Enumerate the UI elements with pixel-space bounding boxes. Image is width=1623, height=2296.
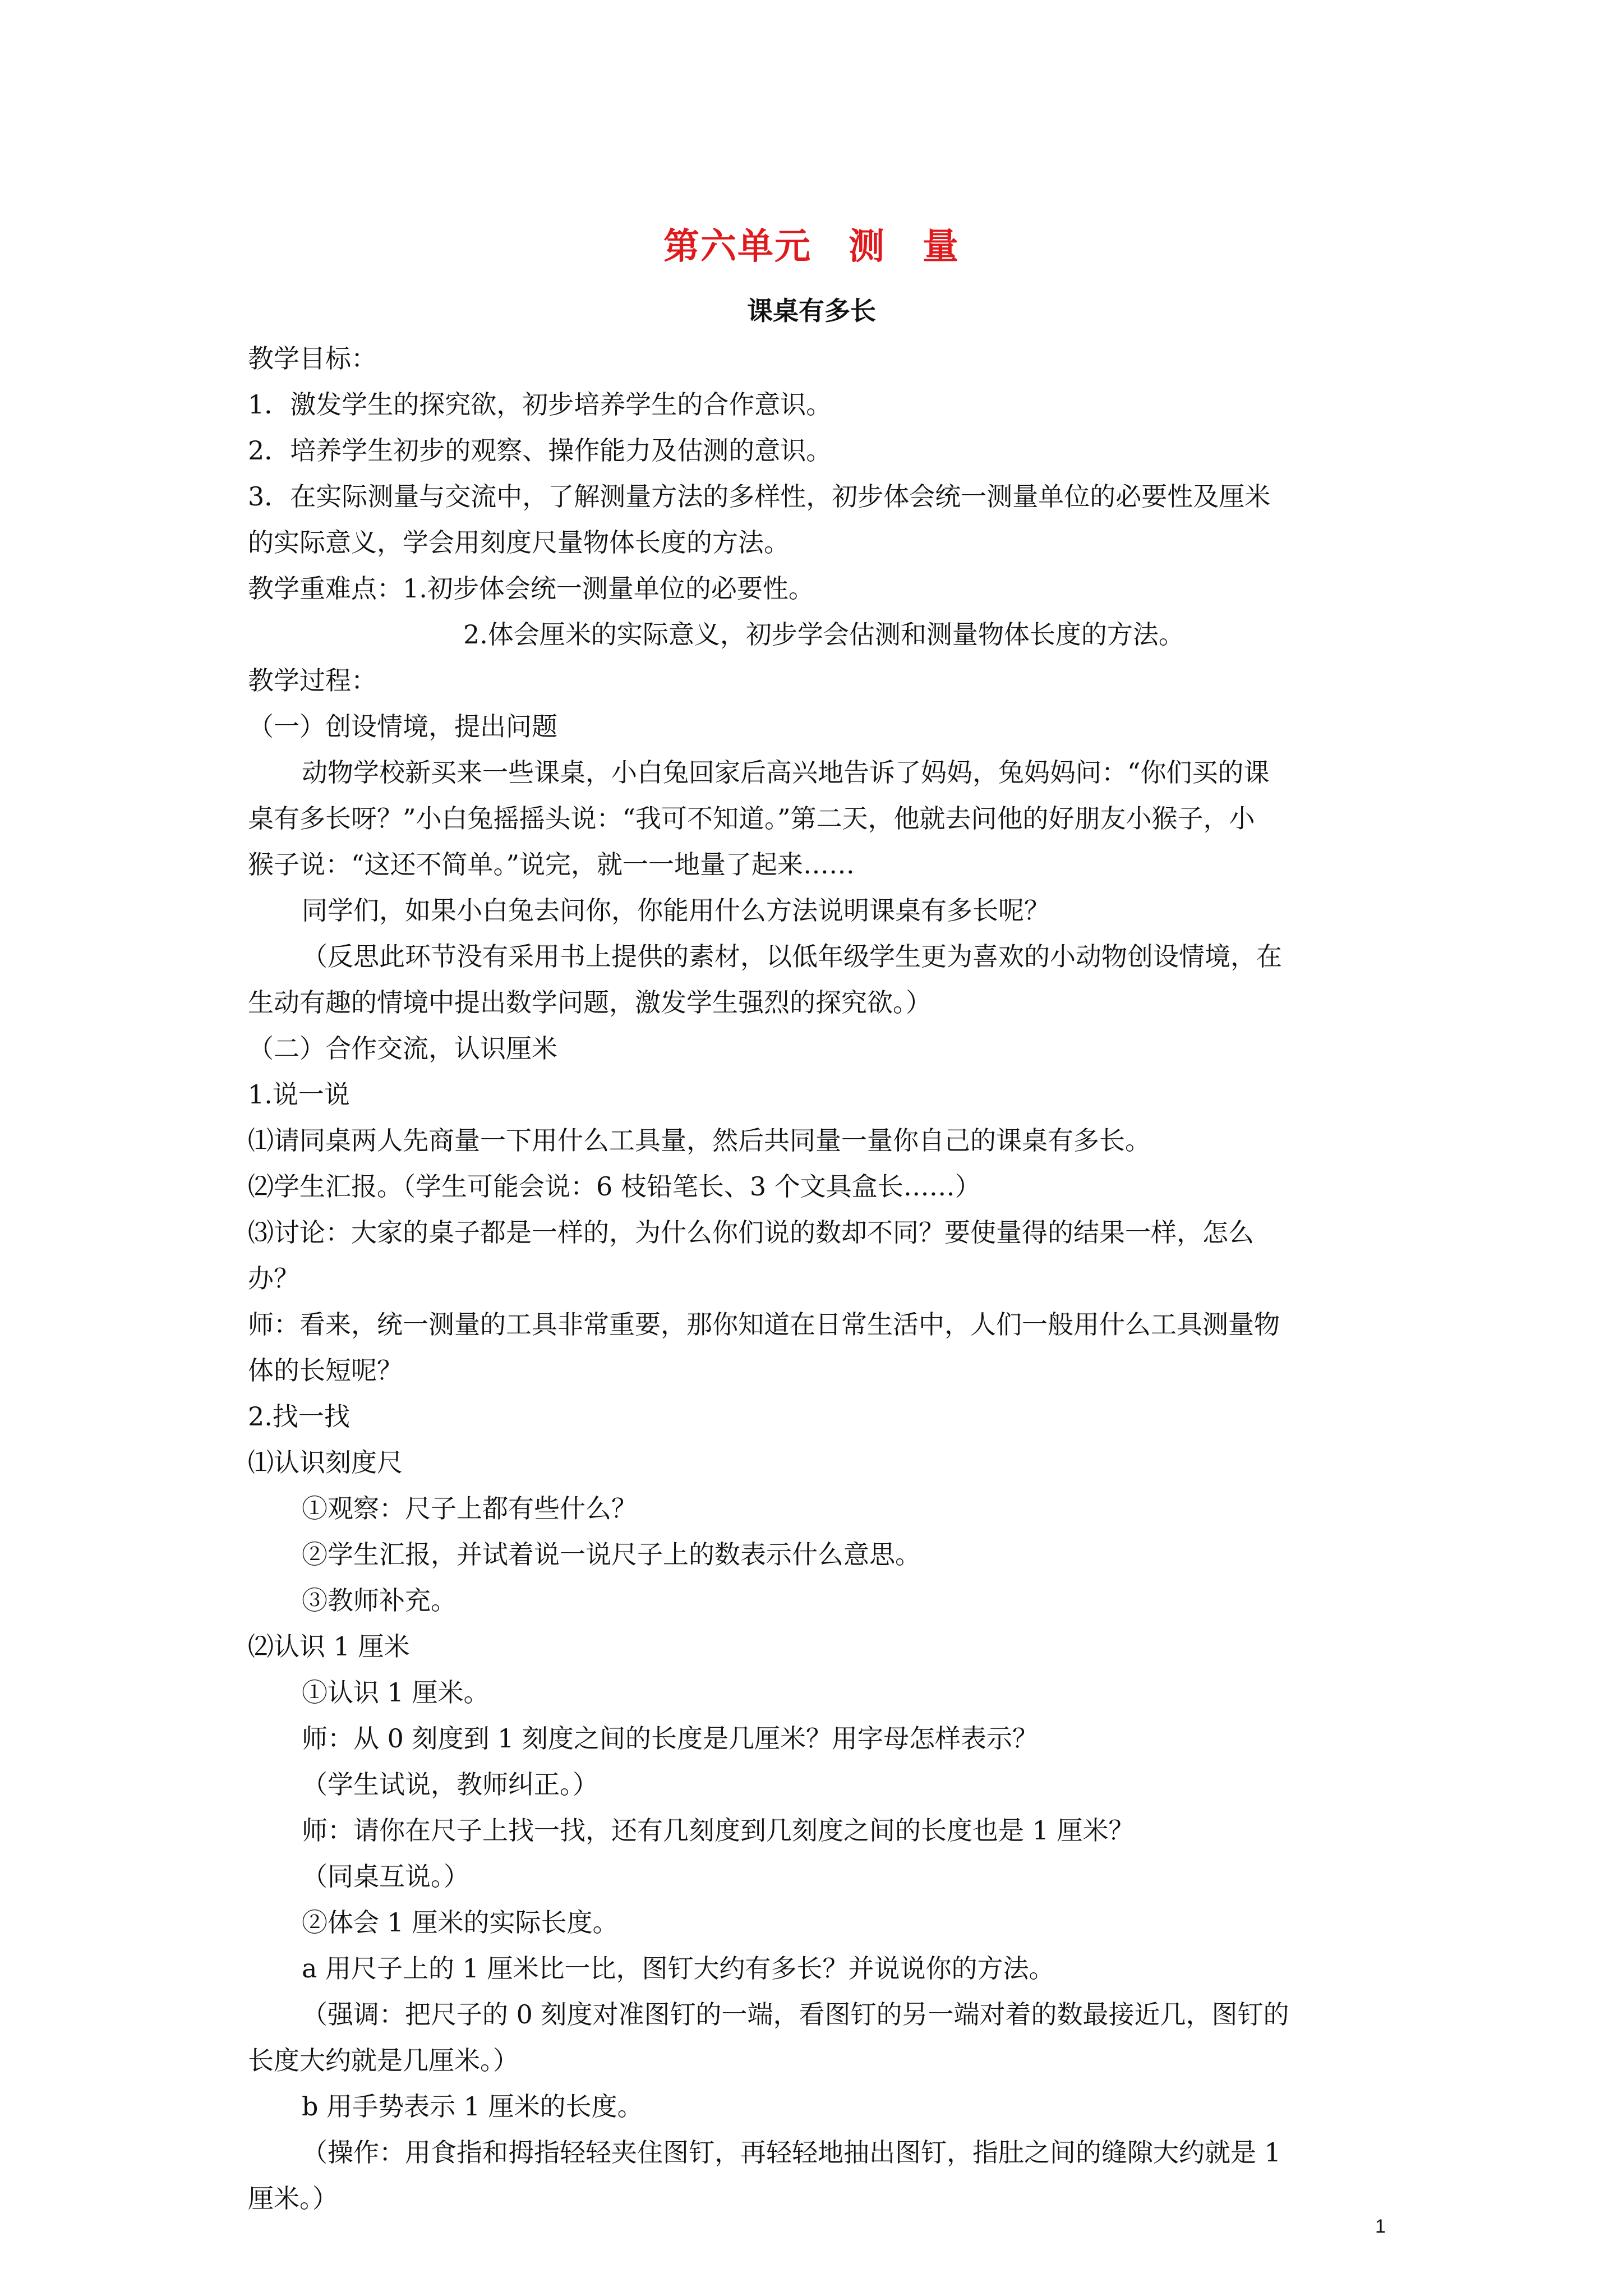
- text-line: ③教师补充。: [302, 1585, 457, 1616]
- text-line: ⑶讨论：大家的桌子都是一样的，为什么你们说的数却不同？要使量得的结果一样，怎么: [248, 1217, 1254, 1248]
- text-line: 长度大约就是几厘米。）: [248, 2045, 519, 2076]
- text-line: （强调：把尺子的 0 刻度对准图钉的一端，看图钉的另一端对着的数最接近几，图钉的: [302, 1999, 1289, 2030]
- text-line: ②学生汇报，并试着说一说尺子上的数表示什么意思。: [302, 1539, 921, 1570]
- text-line: ①观察：尺子上都有些什么？: [302, 1493, 637, 1524]
- text-line: 1.说一说: [248, 1079, 350, 1110]
- text-line: 教学目标：: [248, 343, 377, 374]
- text-line: 师：看来，统一测量的工具非常重要，那你知道在日常生活中，人们一般用什么工具测量物: [248, 1309, 1280, 1340]
- text-line: ⑴请同桌两人先商量一下用什么工具量，然后共同量一量你自己的课桌有多长。: [248, 1125, 1151, 1156]
- document-body: [248, 335, 1386, 2221]
- text-line: 办？: [248, 1263, 299, 1294]
- text-line: 桌有多长呀？”小白兔摇摇头说：“我可不知道。”第二天，他就去问他的好朋友小猴子，小: [248, 803, 1255, 834]
- text-line: （一）创设情境，提出问题: [248, 711, 557, 742]
- text-line: ⑵认识 1 厘米: [248, 1631, 410, 1662]
- text-line: 1．激发学生的探究欲，初步培养学生的合作意识。: [248, 389, 832, 420]
- text-line: 动物学校新买来一些课桌，小白兔回家后高兴地告诉了妈妈，兔妈妈问：“你们买的课: [302, 757, 1270, 788]
- text-line: 师：请你在尺子上找一找，还有几刻度到几刻度之间的长度也是 1 厘米？: [302, 1815, 1135, 1846]
- text-line: ⑵学生汇报。（学生可能会说：6 枝铅笔长、3 个文具盒长……）: [248, 1171, 981, 1202]
- text-line: 的实际意义，学会用刻度尺量物体长度的方法。: [248, 527, 790, 558]
- text-line: ⑴认识刻度尺: [248, 1447, 403, 1478]
- text-line: 师：从 0 刻度到 1 刻度之间的长度是几厘米？用字母怎样表示？: [302, 1723, 1039, 1754]
- text-line: a 用尺子上的 1 厘米比一比，图钉大约有多长？并说说你的方法。: [302, 1953, 1055, 1984]
- text-line: ①认识 1 厘米。: [302, 1677, 490, 1708]
- text-line: b 用手势表示 1 厘米的长度。: [302, 2091, 643, 2122]
- text-line: 体的长短呢？: [248, 1355, 403, 1386]
- text-line: 同学们，如果小白兔去问你，你能用什么方法说明课桌有多长呢？: [302, 895, 1050, 926]
- text-line: 猴子说：“这还不简单。”说完，就一一地量了起来……: [248, 849, 855, 880]
- text-line: （反思此环节没有采用书上提供的素材，以低年级学生更为喜欢的小动物创设情境，在: [302, 941, 1282, 972]
- text-line: （操作：用食指和拇指轻轻夹住图钉，再轻轻地抽出图钉，指肚之间的缝隙大约就是 1: [302, 2137, 1281, 2168]
- text-line: 2.找一找: [248, 1401, 350, 1432]
- text-line: 3．在实际测量与交流中，了解测量方法的多样性，初步体会统一测量单位的必要性及厘米: [248, 481, 1271, 512]
- text-line: 2.体会厘米的实际意义，初步学会估测和测量物体长度的方法。: [463, 619, 1184, 650]
- text-line: 教学重难点：1.初步体会统一测量单位的必要性。: [248, 573, 814, 604]
- text-line: （二）合作交流，认识厘米: [248, 1033, 557, 1064]
- text-line: 厘米。）: [248, 2183, 338, 2214]
- text-line: ②体会 1 厘米的实际长度。: [302, 1907, 619, 1938]
- page-number: 1: [1375, 2216, 1386, 2237]
- unit-title: 第六单元 测 量: [663, 226, 960, 268]
- text-line: （学生试说，教师纠正。）: [302, 1769, 598, 1800]
- text-line: 教学过程：: [248, 665, 377, 696]
- text-line: （同桌互说。）: [302, 1861, 469, 1892]
- text-line: 生动有趣的情境中提出数学问题，激发学生强烈的探究欲。）: [248, 987, 932, 1018]
- lesson-title: 课桌有多长: [747, 296, 876, 326]
- text-line: 2．培养学生初步的观察、操作能力及估测的意识。: [248, 435, 832, 466]
